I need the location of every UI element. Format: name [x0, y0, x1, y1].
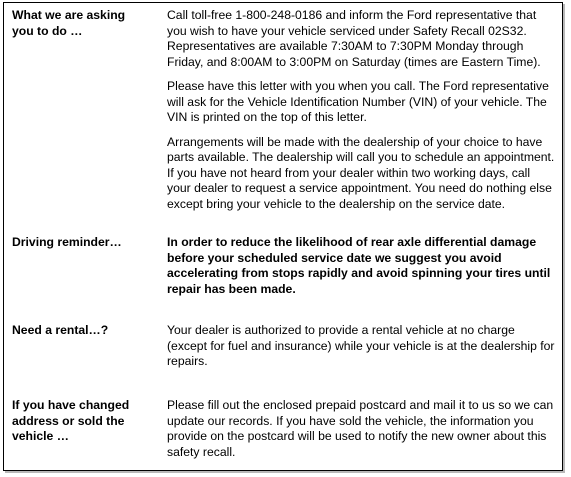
recall-letter-box [3, 2, 563, 471]
section-label: What we are asking you to do … [12, 8, 126, 38]
paragraph-postcard: Please fill out the enclosed prepaid postcard and mail it to us so we can update our records. If you have sold the vehicle, the information you provide on the postcard will be used to notify the new owner about this safety recall. [167, 398, 554, 459]
section-label: Need a rental…? [12, 323, 109, 337]
paragraph-driving-reminder: In order to reduce the likelihood of rear axle differential damage before your scheduled service date we suggest you avoid accelerating from stops rapidly and avoid spinning your tires until repair has been made. [167, 235, 551, 296]
section-label: If you have changed address or sold the vehicle … [12, 398, 130, 443]
paragraph-arrangements: Arrangements will be made with the dealership of your choice to have parts available. The dealership will call you to schedule an appointment. If you have not heard from your dealer within two working days, call your dealer to request a service appointment. You need do nothing else except bring your vehicle to the dealership on the service date. [167, 134, 555, 211]
section-label: Driving reminder… [12, 235, 122, 249]
section-body [167, 323, 557, 379]
section-body [167, 235, 557, 306]
section-body [167, 8, 557, 221]
paragraph-have-letter: Please have this letter with you when you call. The Ford representative will ask for the Vehicle Identification Number (VIN) of your vehicle. The VIN is printed on the top of this letter. [167, 79, 549, 124]
section-body [167, 398, 557, 469]
paragraph-rental: Your dealer is authorized to provide a rental vehicle at no charge (except for fuel and insurance) while your vehicle is at the dealership for repairs. [167, 323, 555, 368]
paragraph-call-toll-free: Call toll-free 1-800-248-0186 and inform the Ford representative that you wish to have your vehicle serviced under Safety Recall 02S32. Representatives are available 7:30AM to 7:30PM Monday through Friday, and 8:00AM to 3:00PM on Saturday (times are Eastern Time). [167, 8, 541, 69]
